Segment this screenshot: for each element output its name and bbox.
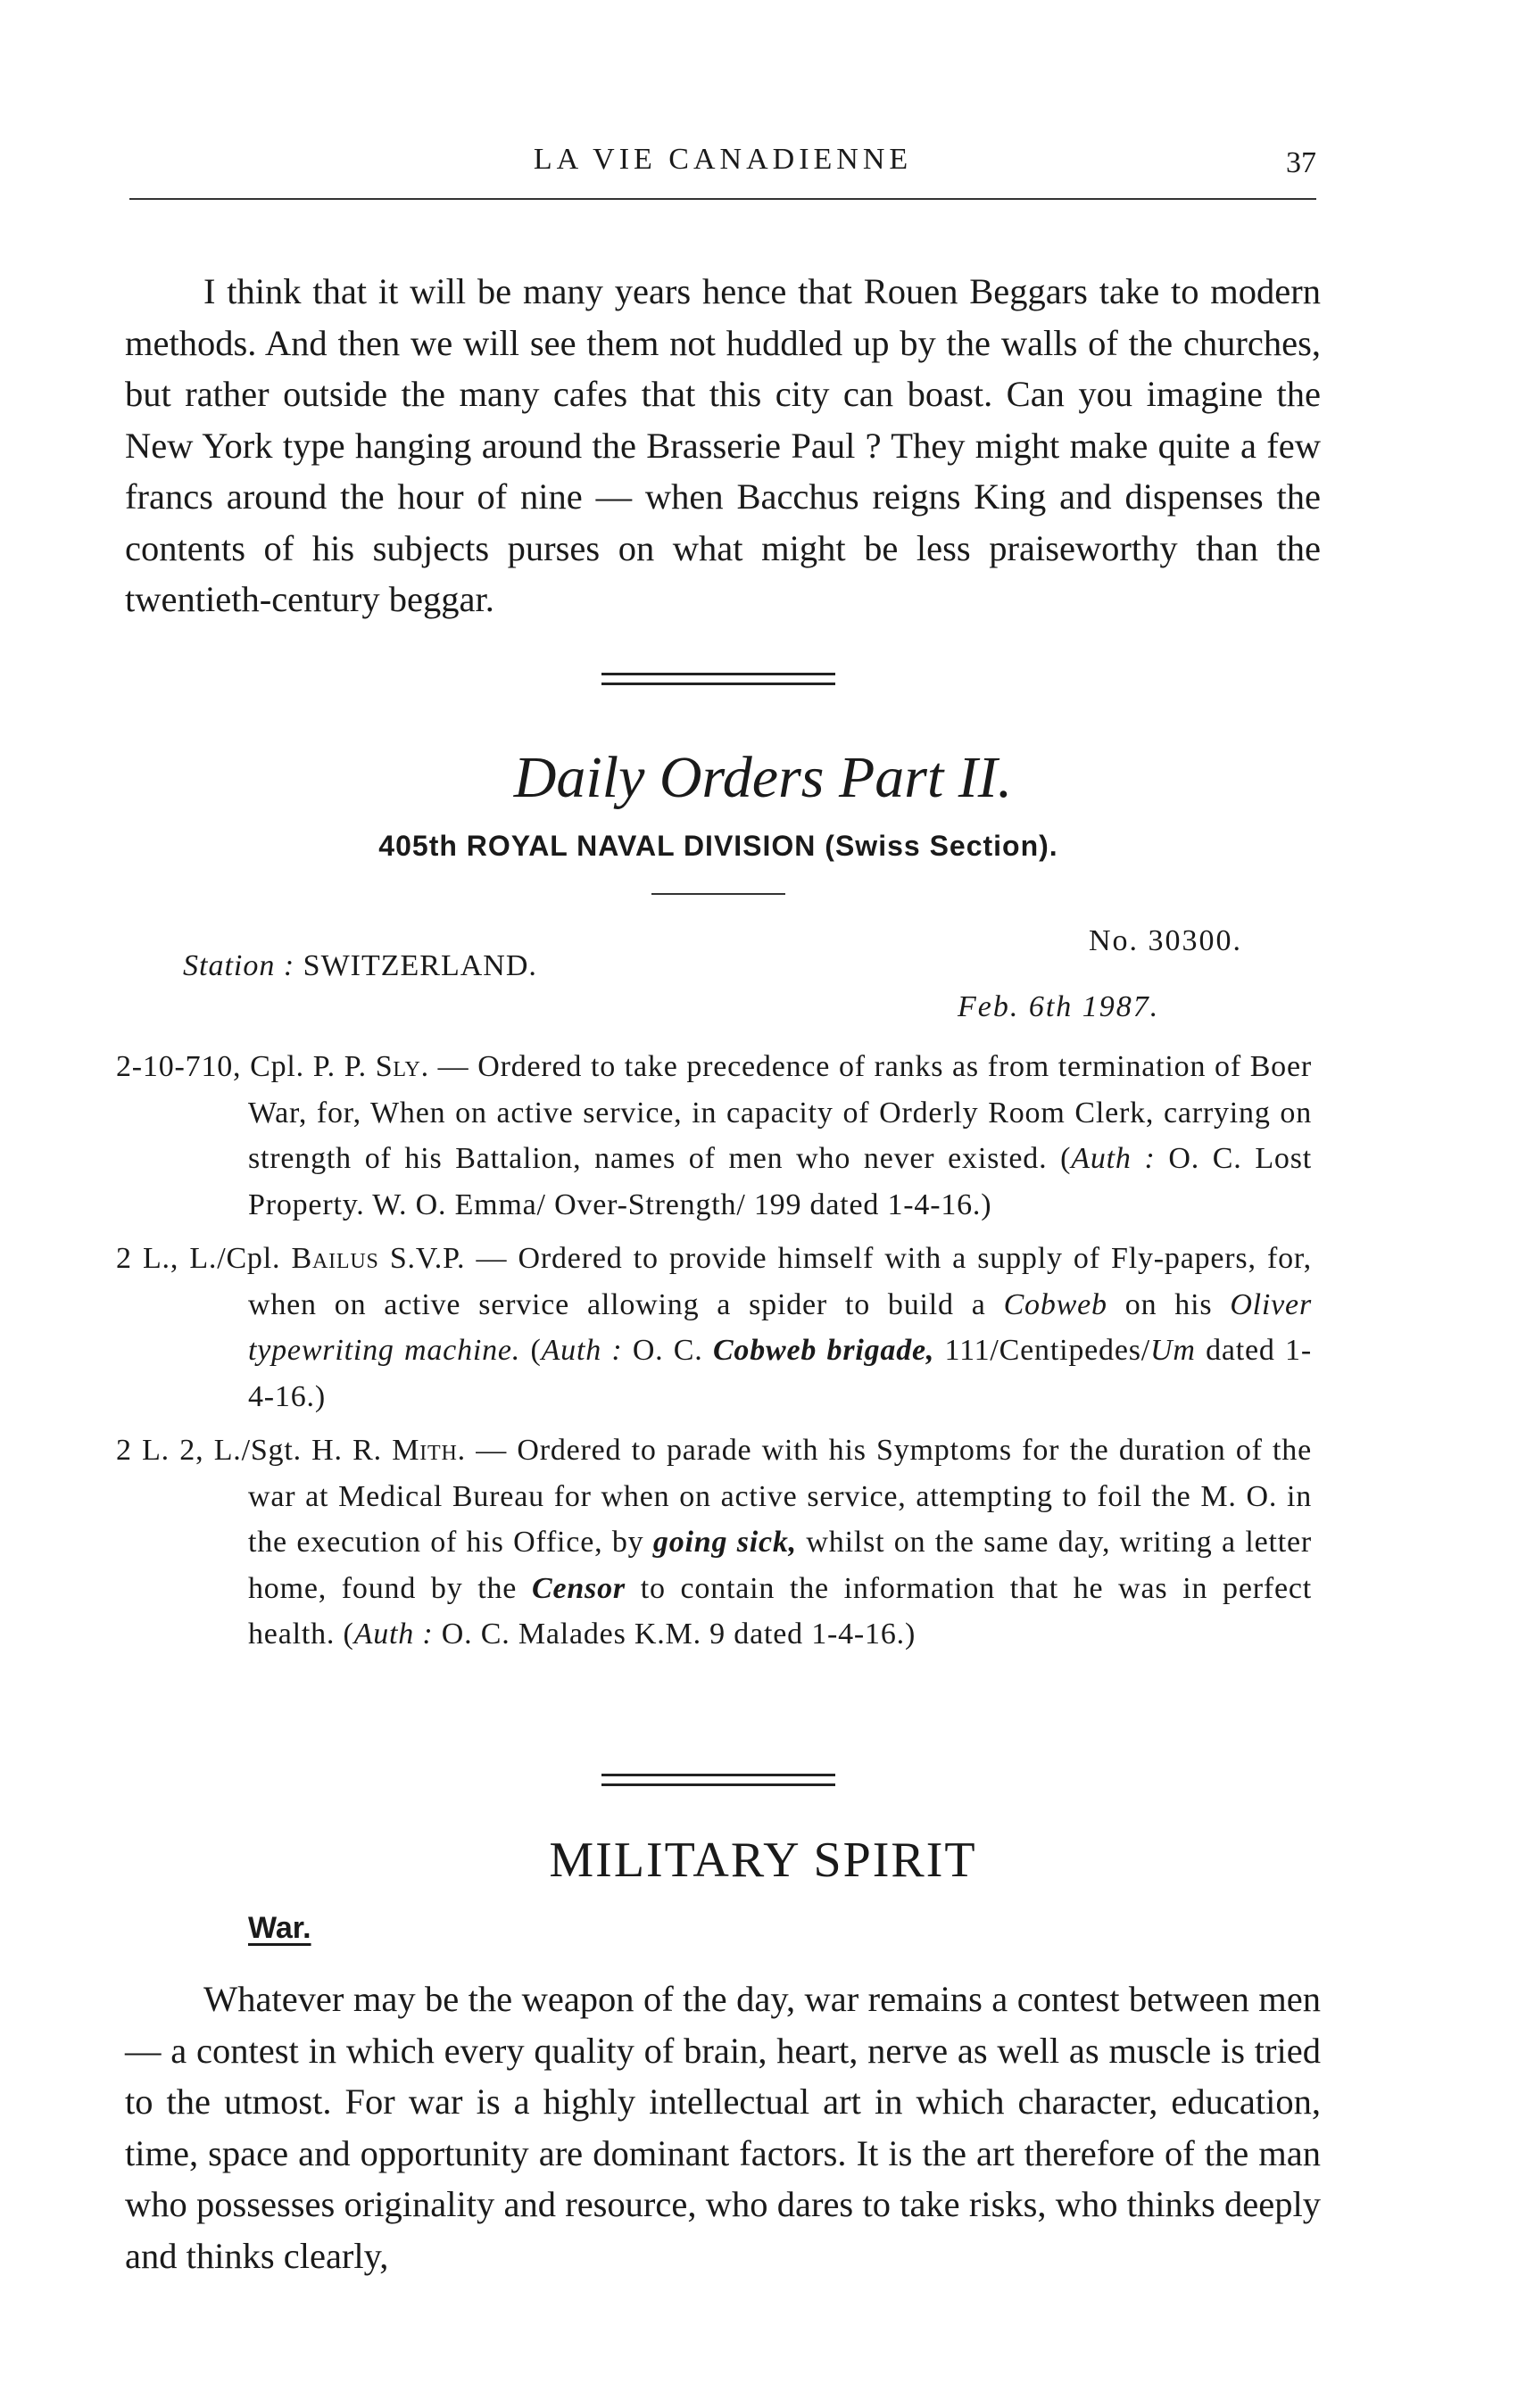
page-number: 37 [1286,146,1316,179]
entry-name: Mith. [392,1434,466,1467]
section-divider [601,1774,835,1786]
entry-name: Sly. [375,1050,429,1083]
orders-list [116,1044,1312,1666]
list-item: 2 L., L./Cpl. Bailus S.V.P. — Ordered to provide himself with a supply of Fly-papers, for, when on active service allowing a spider to build a Cobweb on his Oliver typewriting machine. (Auth : O. C. Cobweb brigade, 111/Centipedes/Um dated 1-4-16.) [116,1242,1312,1413]
intro-paragraph: I think that it will be many years hence that Rouen Beggars take to modern methods. And then we will see them not huddled up by the walls of the churches, but rather outside the many cafes that this city can boast. Can you imagine the New York type hanging around the Brasserie Paul ? They might make quite a few francs around the hour of nine — when Bacchus reigns King and dispenses the contents of his subjects purses on what might be less praiseworthy than the twentieth-century beggar. [125,271,1321,619]
war-paragraph: Whatever may be the weapon of the day, war remains a contest between men — a contest in which every quality of brain, heart, nerve as well as muscle is tried to the utmost. For war is a highly intellectual art in which character, education, time, space and opportunity are dominant factors. It is the art therefore of the man who possesses originality and resource, who dares to take risks, who thinks deeply and thinks clearly, [125,1979,1321,2276]
order-date: Feb. 6th 1987. [958,990,1160,1023]
station-line [183,949,537,983]
section-divider [601,673,835,685]
list-item: 2 L. 2, L./Sgt. H. R. Mith. — Ordered to parade with his Symptoms for the duration of the war at Medical Bureau for when on active service, attempting to foil the M. O. in the execution of his Office, by going sick, whilst on the same day, writing a letter home, found by the Censor to contain the information that he was in perfect health. (Auth : O. C. Malades K.M. 9 dated 1-4-16.) [116,1434,1312,1651]
order-number: No. 30300. [1089,924,1243,957]
daily-orders-title: Daily Orders Part II. [513,745,1013,810]
running-header [129,143,1316,196]
station-label: Station : [183,949,295,982]
header-rule [129,198,1316,200]
entry-name: Bailus [291,1242,379,1275]
station-value: SWITZERLAND. [303,949,537,982]
division-name: 405th ROYAL NAVAL DIVISION (Swiss Section). [378,830,1058,862]
war-subheading: War. [248,1911,311,1945]
short-divider [651,893,785,895]
military-spirit-title: MILITARY SPIRIT [549,1833,977,1888]
list-item: 2-10-710, Cpl. P. P. Sly. — Ordered to take precedence of ranks as from termination of Boer War, for, When on active service, in capacity of Orderly Room Clerk, carrying on strength of his Battalion, names of men who never existed. (Auth : O. C. Lost Property. W. O. Emma/ Over-Strength/ 199 dated 1-4-16.) [116,1050,1312,1221]
running-title: LA VIE CANADIENNE [533,143,913,176]
